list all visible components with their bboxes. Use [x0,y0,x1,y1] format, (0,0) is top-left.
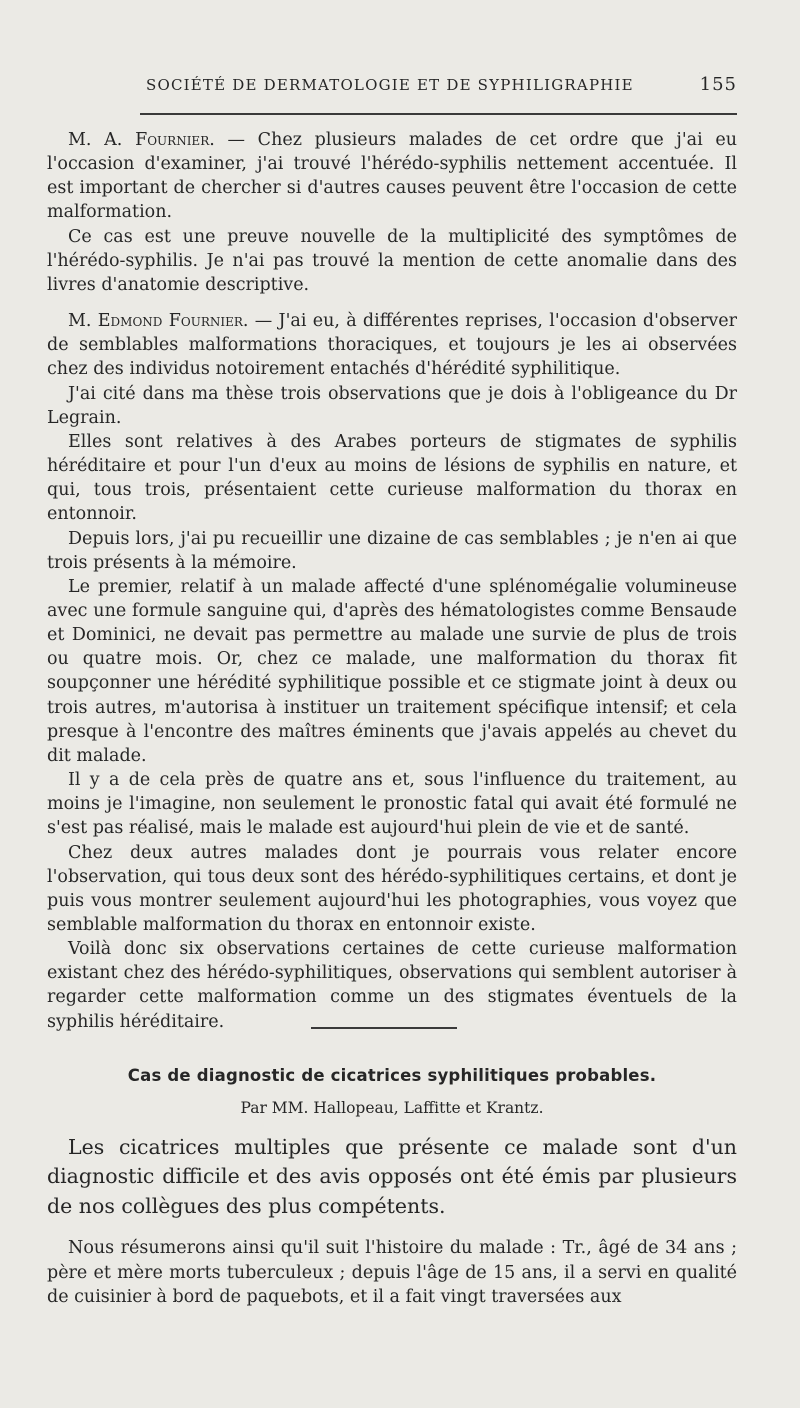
speaker-name: M. A. Fournier. [68,130,215,150]
header-rule [140,113,737,115]
section-title: Cas de diagnostic de cicatrices syphilitiques probables. [127,1066,657,1085]
paragraph-text: — J'ai eu, à différentes reprises, l'occasion d'observer de semblables malformations thoraciques, et toujours je les ai observées chez des individus notoirement entachés d'hérédité syphilitique. [47,311,737,380]
paragraph: Voilà donc six observations certaines de cette curieuse malformation existant chez des hérédo-syphilitiques, observations qui semblent autoriser à regarder cette malformation comme un des stigmates éventuels de la syphilis héréditaire. [47,939,737,1032]
section-lead: Les cicatrices multiples que présente ce malade sont d'un diagnostic difficile et des avis opposés ont été émis par plusieurs de nos collègues des plus compétents. [47,1135,737,1218]
paragraph [47,309,737,381]
section-divider [311,1027,457,1029]
running-head [140,74,737,100]
discussion-body [47,128,737,1034]
page-number: 155 [699,74,737,95]
paragraph: Il y a de cela près de quatre ans et, sous l'influence du traitement, au moins je l'imagine, non seulement le pronostic fatal qui avait été formulé ne s'est pas réalisé, mais le malade est aujourd'hui plein de vie et de santé. [47,770,737,839]
paragraph: Le premier, relatif à un malade affecté d'une splénomégalie volumineuse avec une formule sanguine qui, d'après des hématologistes comme Bensaude et Dominici, ne devait pas permettre au malade une survie de plus de trois ou quatre mois. Or, chez ce malade, une malformation du thorax fit soupçonner une hérédité syphilitique possible et ce stigmate joint à deux ou trois autres, m'autorisa à instituer un traitement spécifique intensif; et cela presque à l'encontre des maîtres éminents que j'avais appelés au chevet du dit malade. [47,576,737,766]
section-summary: Nous résumerons ainsi qu'il suit l'histoire du malade : Tr., âgé de 34 ans ; père et mère morts tuberculeux ; depuis l'âge de 15 ans, il a servi en qualité de cuisinier à bord de paquebots, et il a fait vingt traversées aux [47,1238,737,1307]
paragraph [47,128,737,225]
speaker-name: M. Edmond Fournier. [68,311,249,332]
paragraph: Depuis lors, j'ai pu recueillir une dizaine de cas semblables ; je n'en ai que trois présents à la mémoire. [47,528,737,573]
paragraph: Chez deux autres malades dont je pourrais vous relater encore l'observation, qui tous deux sont des hérédo-syphilitiques certains, et dont je puis vous montrer seulement aujourd'hui les photographies, vous voyez que semblable malformation du thorax en entonnoir existe. [47,842,737,935]
paragraph: Ce cas est une preuve nouvelle de la multiplicité des symptômes de l'hérédo-syphilis. Je n'ai pas trouvé la mention de cette anomalie dans des livres d'anatomie descriptive. [47,226,737,295]
running-head-title: SOCIÉTÉ DE DERMATOLOGIE ET DE SYPHILIGRAPHIE [146,76,634,94]
paragraph: Elles sont relatives à des Arabes porteurs de stigmates de syphilis héréditaire et pour l'un d'eux au moins de lésions de syphilis en nature, et qui, tous trois, présentaient cette curieuse malformation du thorax en entonnoir. [47,431,737,525]
section-byline: Par MM. Hallopeau, Laffitte et Krantz. [240,1099,544,1117]
paragraph-text: — Chez plusieurs malades de cet ordre que j'ai eu l'occasion d'examiner, j'ai trouvé l'hérédo-syphilis nettement accentuée. Il est important de chercher si d'autres causes peuvent être l'occasion de cette malformation. [47,130,737,223]
paragraph: J'ai cité dans ma thèse trois observations que je dois à l'obligeance du Dr Legrain. [47,383,737,428]
